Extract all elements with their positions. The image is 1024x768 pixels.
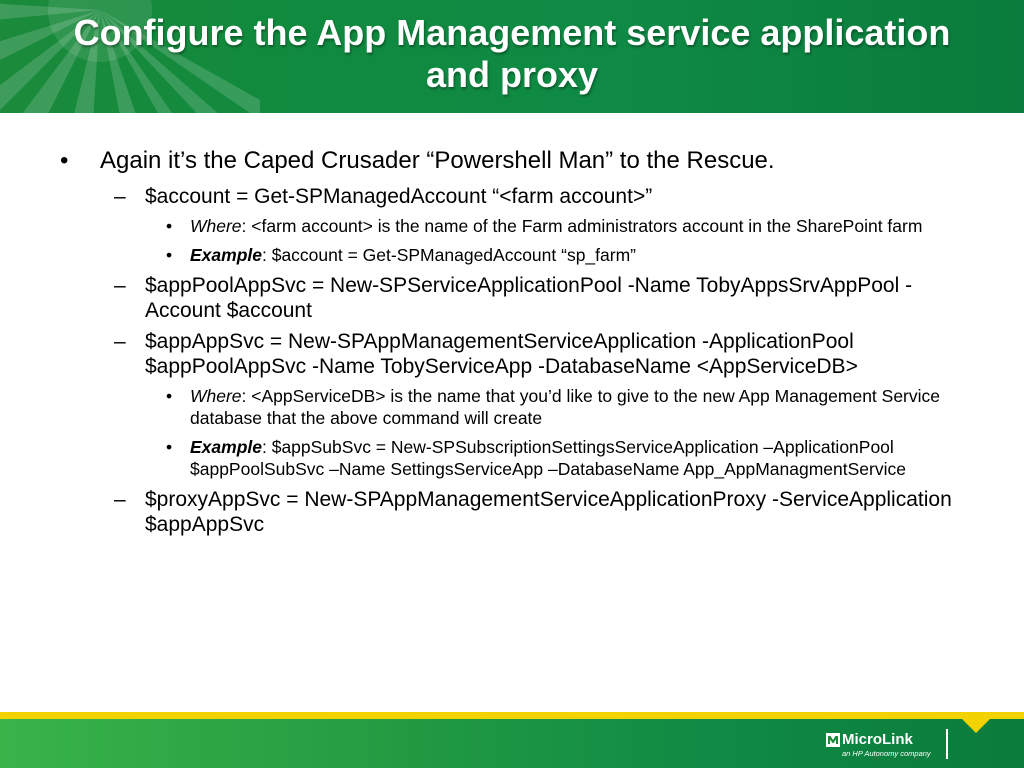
bullet-cmd-account [58,184,978,210]
bullet-cmd-pool [58,273,978,324]
title-banner [0,0,1024,113]
command-text: $proxyAppSvc = New-SPAppManagementServiceApplicationProxy -ServiceApplication $appAppSvc [145,487,952,536]
dash-marker: – [114,273,126,297]
where-text: : <AppServiceDB> is the name that you’d like to give to the new App Management Service database that the above command will create [190,385,941,428]
example-text: : $appSubSvc = New-SPSubscriptionSettingsServiceApplication –ApplicationPool $appPoolSubSvc –Name SettingsServiceApp –DatabaseName App_AppManagmentService [190,436,906,479]
bullet-marker: • [166,244,173,265]
command-text: $account = Get-SPManagedAccount “<farm account>” [145,185,653,208]
dash-marker: – [114,329,126,353]
example-label: Example [190,244,262,265]
footer-yellow-stripe [0,712,1024,719]
bullet-marker: • [60,147,69,174]
bullet-marker: • [166,385,173,406]
where-text: : <farm account> is the name of the Farm administrators account in the SharePoint farm [241,215,923,236]
footer-triangle-accent [962,719,990,733]
where-label: Where [190,215,242,236]
command-text: $appPoolAppSvc = New-SPServiceApplicationPool -Name TobyAppsSrvAppPool -Account $account [145,273,913,322]
bullet-marker: • [166,436,173,457]
bullet-example-farm [58,244,978,266]
bullet-text: Again it’s the Caped Crusader “Powershell Man” to the Rescue. [100,147,775,174]
command-text: $appAppSvc = New-SPAppManagementServiceApplication -ApplicationPool $appPoolAppSvc -Name TobyServiceApp -DatabaseName <AppServiceDB> [145,329,858,378]
dash-marker: – [114,185,126,208]
logo-divider [946,729,948,759]
example-label: Example [190,436,262,457]
logo-brand-text: MicroLink [842,731,913,748]
bullet-marker: • [166,215,173,236]
bullet-where-farm [58,215,978,237]
example-text: : $account = Get-SPManagedAccount “sp_farm” [261,244,636,265]
where-label: Where [190,385,242,406]
logo-tagline: an HP Autonomy company [842,749,931,758]
bullet-intro [58,146,978,175]
bullet-cmd-app [58,329,978,380]
bullet-example-db [58,436,978,480]
slide-title: Configure the App Management service application and proxy [73,12,951,95]
dash-marker: – [114,487,126,511]
logo-mark-icon [826,733,840,747]
bullet-where-db [58,385,978,429]
bullet-cmd-proxy [58,487,978,538]
bullet-list [58,146,978,543]
